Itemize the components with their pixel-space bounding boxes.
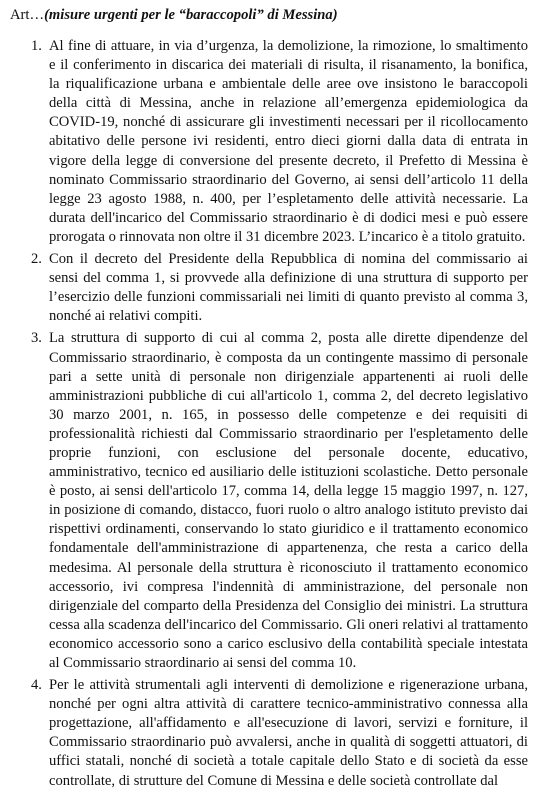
- paragraph-text: Con il decreto del Presidente della Repubblica di nomina del commissario ai sensi del comma 1, si provvede alla definizione di una struttura di supporto per l’esercizio delle funzioni commissariali nei limiti di quanto previsto al comma 3, nonché ai relativi compiti.: [49, 251, 528, 325]
- paragraph-number: 2.: [31, 251, 42, 268]
- paragraph-1: [10, 37, 528, 247]
- article-subject: (misure urgenti per le “baraccopoli” di Messina): [44, 7, 338, 23]
- paragraph-3: [10, 329, 528, 673]
- article-number-label: Art…: [10, 7, 45, 23]
- paragraph-text: Al fine di attuare, in via d’urgenza, la demolizione, la rimozione, lo smaltimento e il conferimento in discarica dei materiali di risulta, il risanamento, la bonifica, la riqualificazione urbana e ambientale delle aree ove insistono le baraccopoli della città di Messina, anche in relazione all’emergenza epidemiologica da COVID-19, nonché di assicurare gli investimenti necessari per il ricollocamento abitativo delle persone ivi residenti, entro dieci giorni dalla data di entrata in vigore della legge di conversione del presente decreto, il Prefetto di Messina è nominato Commissario straordinario del Governo, ai sensi dell’articolo 11 della legge 23 agosto 1988, n. 400, per l’espletamento delle attività necessarie. La durata dell'incarico del Commissario straordinario è di dodici mesi e può essere prorogata o rinnovata non oltre il 31 dicembre 2023. L’incarico è a titolo gratuito.: [49, 38, 528, 245]
- article-paragraph-list: [10, 37, 528, 791]
- paragraph-number: 3.: [31, 330, 42, 347]
- article-heading: [10, 6, 528, 25]
- paragraph-4: [10, 676, 528, 791]
- paragraph-number: 4.: [31, 677, 42, 694]
- paragraph-number: 1.: [31, 38, 42, 54]
- paragraph-text: Per le attività strumentali agli interventi di demolizione e rigenerazione urbana, nonché per ogni altra attività di carattere tecnico-amministrativo connessa alla progettazione, all'affidamento e all'esecuzione di lavori, servizi e forniture, il Commissario straordinario può avvalersi, anche in qualità di soggetti attuatori, di uffici statali, nonché di società a totale capitale dello Stato e di società da esse controllate, di strutture del Comune di Messina e delle società controllate dal: [49, 677, 528, 789]
- paragraph-2: [10, 250, 528, 326]
- paragraph-text: La struttura di supporto di cui al comma 2, posta alle dirette dipendenze del Commissario straordinario, è composta da un contingente massimo di personale pari a sette unità di personale non dirigenziale appartenenti ai ruoli delle amministrazioni pubbliche di cui all'articolo 1, comma 2, del decreto legislativo 30 marzo 2001, n. 165, in possesso delle competenze e dei requisiti di professionalità richiesti dal Commissario straordinario per l'espletamento delle proprie funzioni, con esclusione del personale docente, educativo, amministrativo, tecnico ed ausiliario delle istituzioni scolastiche. Detto personale è posto, ai sensi dell'articolo 17, comma 14, della legge 15 maggio 1997, n. 127, in posizione di comando, distacco, fuori ruolo o altro analogo istituto previsto dai rispettivi ordinamenti, conservando lo stato giuridico e il trattamento economico fondamentale dell'amministrazione di appartenenza, che resta a carico della medesima. Al personale della struttura è riconosciuto il trattamento economico accessorio, ivi compresa l'indennità di amministrazione, del personale non dirigenziale del comparto della Presidenza del Consiglio dei ministri. La struttura cessa alla scadenza dell'incarico del Commissario. Gli oneri relativi al trattamento economico accessorio sono a carico esclusivo della contabilità speciale intestata al Commissario straordinario ai sensi del comma 10.: [49, 330, 528, 671]
